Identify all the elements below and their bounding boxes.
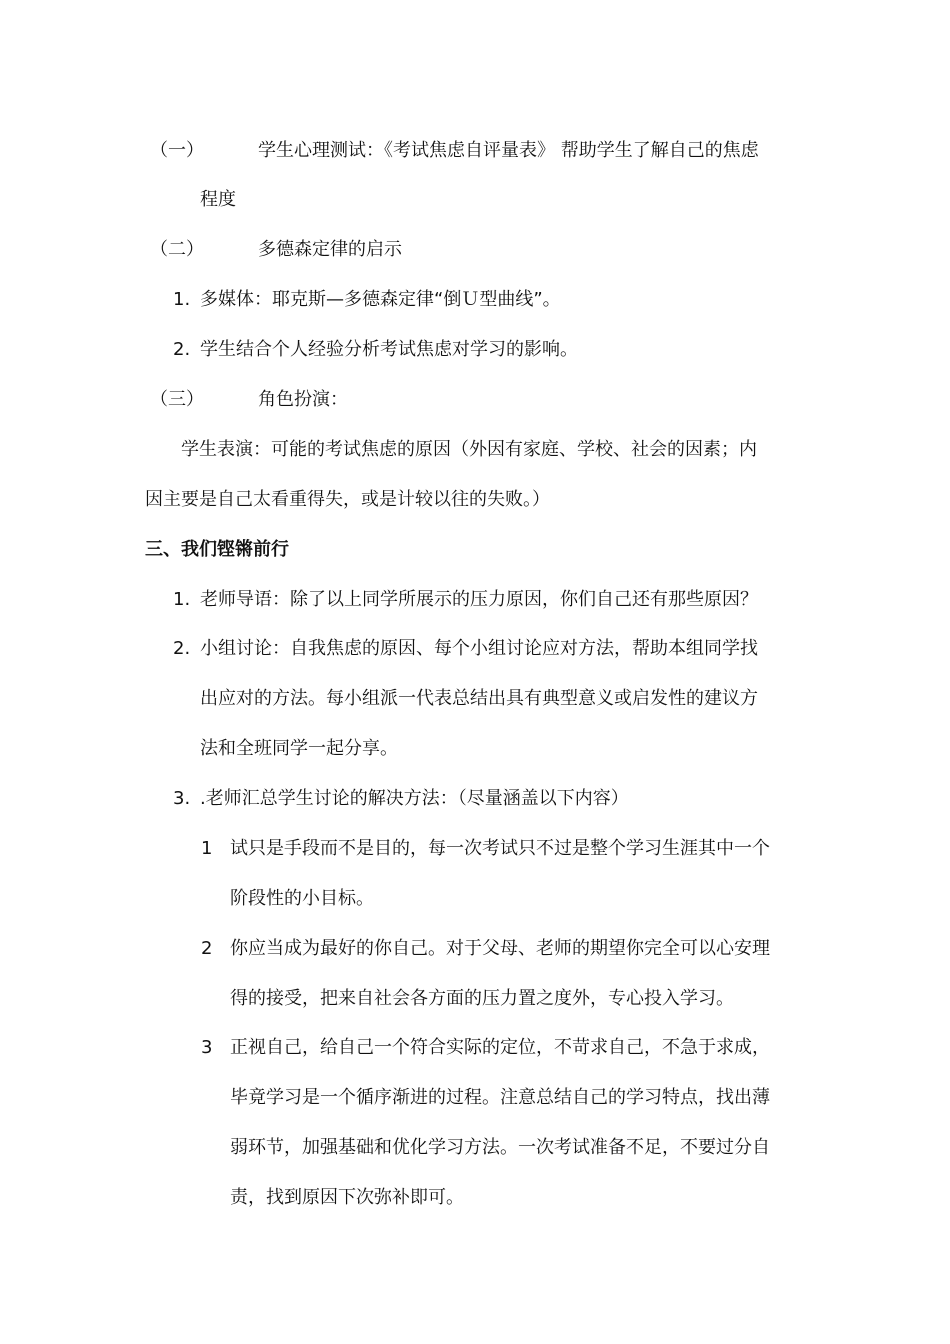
section-2-item-1-number: 1. xyxy=(173,289,191,310)
sub-item-3-line3: 弱环节，加强基础和优化学习方法。一次考试准备不足，不要过分自 xyxy=(230,1137,770,1158)
sub-item-3-number: 3 xyxy=(201,1037,213,1058)
part-3-heading: 三、我们铿锵前行 xyxy=(145,539,289,560)
section-2-title: 多德森定律的启示 xyxy=(258,239,402,260)
part-3-item-1-number: 1. xyxy=(173,589,191,610)
section-2-item-2-text: 学生结合个人经验分析考试焦虑对学习的影响。 xyxy=(200,339,578,360)
sub-item-2-number: 2 xyxy=(201,938,213,959)
section-3-paragraph-line2: 因主要是自己太看重得失，或是计较以往的失败。） xyxy=(145,489,550,510)
part-3-item-1-text: 老师导语：除了以上同学所展示的压力原因，你们自己还有那些原因？ xyxy=(200,589,758,610)
part-3-item-2-line1: 小组讨论：自我焦虑的原因、每个小组讨论应对方法，帮助本组同学找 xyxy=(200,638,758,659)
part-3-item-3-number: 3. xyxy=(173,788,191,809)
sub-item-1-number: 1 xyxy=(201,838,213,859)
section-2-number: （二） xyxy=(150,239,204,260)
section-1-text-line2: 程度 xyxy=(200,189,236,210)
section-2-item-2-number: 2. xyxy=(173,339,191,360)
section-1-text-line1: 学生心理测试：《考试焦虑自评量表》 帮助学生了解自己的焦虑 xyxy=(258,140,759,161)
section-3-paragraph-line1: 学生表演：可能的考试焦虑的原因（外因有家庭、学校、社会的因素；内 xyxy=(181,439,757,460)
part-3-item-2-number: 2. xyxy=(173,638,191,659)
sub-item-3-line2: 毕竟学习是一个循序渐进的过程。注意总结自己的学习特点，找出薄 xyxy=(230,1087,770,1108)
sub-item-1-line2: 阶段性的小目标。 xyxy=(230,888,374,909)
section-2-item-1-text: 多媒体：耶克斯—多德森定律“倒Ｕ型曲线”。 xyxy=(200,289,561,310)
part-3-item-2-line3: 法和全班同学一起分享。 xyxy=(200,738,398,759)
section-3-title: 角色扮演： xyxy=(258,389,348,410)
sub-item-1-line1: 试只是手段而不是目的，每一次考试只不过是整个学习生涯其中一个 xyxy=(230,838,770,859)
sub-item-3-line4: 责，找到原因下次弥补即可。 xyxy=(230,1187,464,1208)
section-1-number: （一） xyxy=(150,140,204,161)
part-3-item-3-text: .老师汇总学生讨论的解决方法：（尽量涵盖以下内容） xyxy=(200,788,629,809)
sub-item-3-line1: 正视自己，给自己一个符合实际的定位，不苛求自己，不急于求成， xyxy=(230,1037,770,1058)
sub-item-2-line1: 你应当成为最好的你自己。对于父母、老师的期望你完全可以心安理 xyxy=(230,938,770,959)
section-3-number: （三） xyxy=(150,389,204,410)
sub-item-2-line2: 得的接受，把来自社会各方面的压力置之度外，专心投入学习。 xyxy=(230,988,734,1009)
part-3-item-2-line2: 出应对的方法。每小组派一代表总结出具有典型意义或启发性的建议方 xyxy=(200,688,758,709)
